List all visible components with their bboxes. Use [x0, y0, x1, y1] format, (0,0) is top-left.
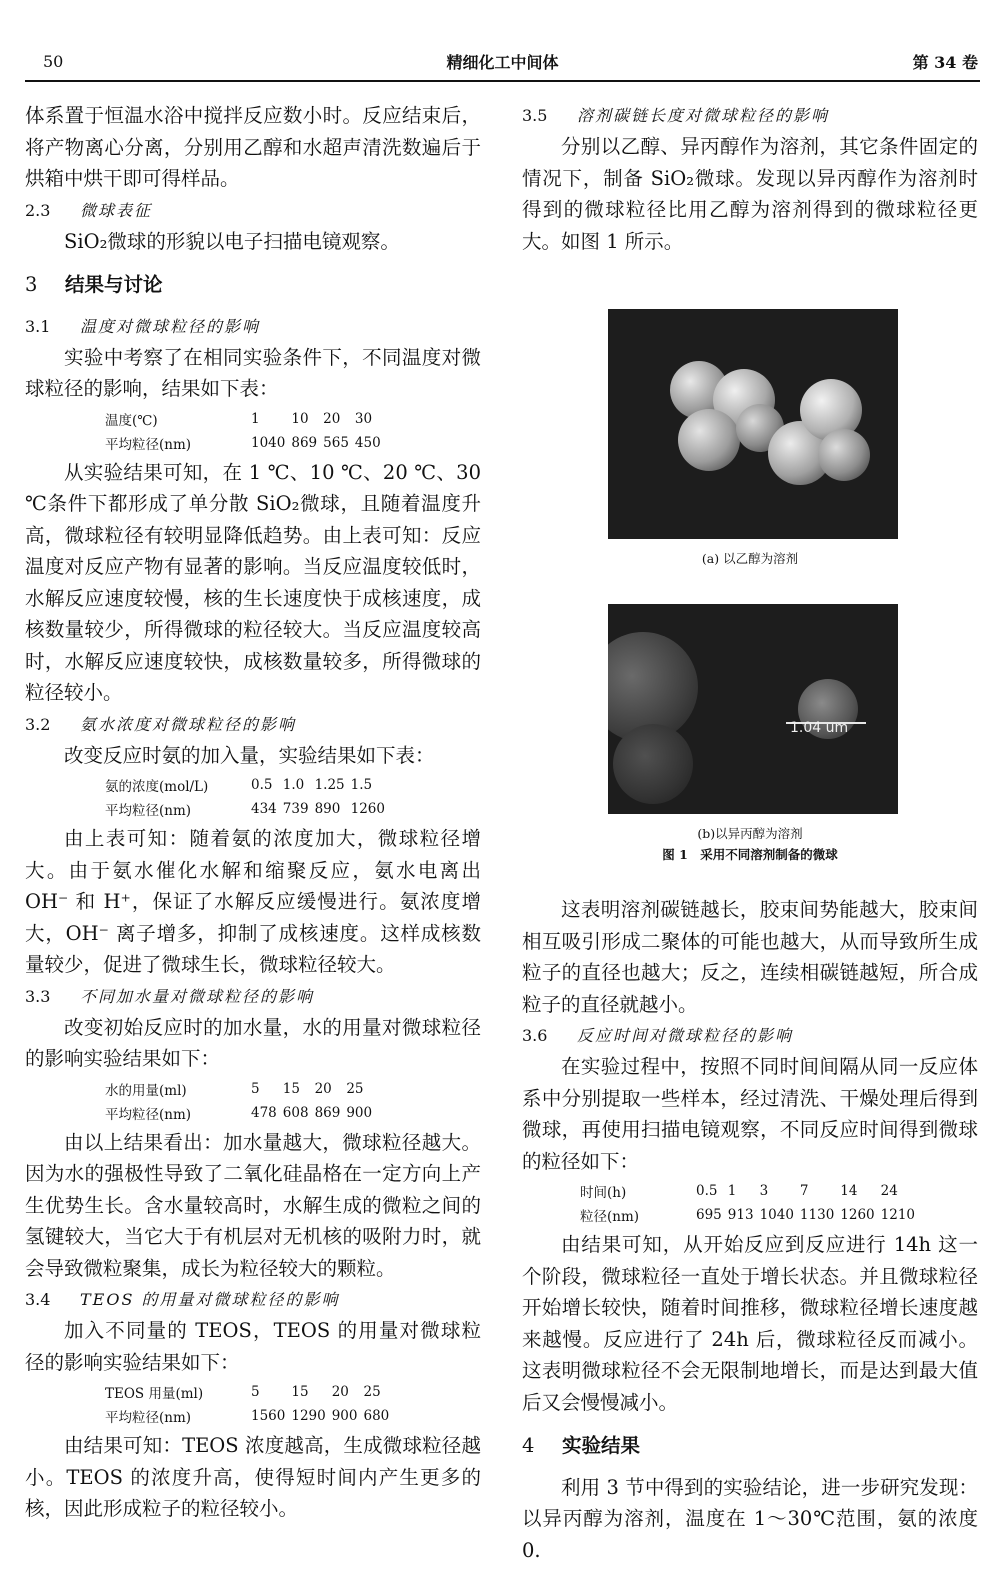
- data-table-ammonia: [105, 773, 391, 821]
- left-column: [25, 100, 481, 1525]
- table-cell: 24: [880, 1183, 898, 1199]
- table-cell: 25: [346, 1080, 364, 1097]
- table-cell: 869: [314, 1104, 341, 1121]
- section-number: 3.5: [522, 106, 548, 125]
- section-heading-4: [522, 1430, 978, 1462]
- paragraph: 由以上结果看出：加水量越大，微球粒径越大。因为水的强极性导致了二氧化硅晶格在一定方向上产生优势生长。含水量较高时，水解生成的微粒之间的氢键较大，当它大于有机层对无机核的吸附力时，就会导致微粒聚集，成长为粒径较大的颗粒。: [25, 1130, 481, 1280]
- table-row: [105, 1404, 395, 1428]
- paragraph: 体系置于恒温水浴中搅拌反应数小时。反应结束后，将产物离心分离，分别用乙醇和水超声清洗数遍后于烘箱中烘干即可得样品。: [25, 104, 481, 190]
- paragraph: 改变反应时氨的加入量，实验结果如下表：: [64, 743, 435, 767]
- table-cell: 5: [251, 1384, 260, 1400]
- table-cell: 3: [759, 1183, 769, 1199]
- table-cell: 30: [354, 410, 373, 427]
- section-heading-3-3: [25, 981, 481, 1012]
- figure-1: [522, 309, 978, 866]
- table-row: [105, 407, 387, 431]
- table-cell: 15: [282, 1080, 300, 1097]
- table-cell: 0.5: [696, 1183, 718, 1199]
- table-cell: 10: [291, 410, 309, 427]
- table-cell: 869: [291, 434, 318, 451]
- section-heading-3-1: [25, 311, 481, 342]
- paragraph: SiO₂微球的形貌以电子扫描电镜观察。: [64, 229, 400, 253]
- table-cell: 900: [346, 1104, 373, 1121]
- volume-label: 第 34 卷: [912, 53, 978, 72]
- paragraph: 由结果可知，从开始反应到反应进行 14h 这一个阶段，微球粒径一直处于增长状态。并且微球粒径开始增长较快，随着时间推移，微球粒径增长速度越来越慢。反应进行了 24h 后，微球粒径反而减小。这表明微球粒径不会无限制地增长，而是达到最大值后又会慢慢减小。: [522, 1233, 978, 1414]
- section-heading-3-2: [25, 709, 481, 740]
- section-title: TEOS 的用量对微球粒径的影响: [80, 1290, 340, 1309]
- table-cell: 680: [363, 1408, 390, 1424]
- table-row-label: 粒径(nm): [580, 1209, 640, 1225]
- table-cell: 14: [840, 1183, 858, 1199]
- figure-caption-a: (a) 以乙醇为溶剂: [701, 551, 799, 566]
- data-table-time: [580, 1179, 921, 1227]
- table-row: [105, 773, 391, 797]
- table-cell: 1210: [880, 1207, 915, 1223]
- table-row-label: TEOS 用量(ml): [105, 1386, 204, 1402]
- section-heading-3-4: [25, 1284, 481, 1315]
- microsphere: [818, 429, 870, 481]
- table-cell: 0.5: [251, 777, 273, 793]
- section-number: 3.4: [25, 1290, 51, 1309]
- paragraph: 分别以乙醇、异丙醇作为溶剂，其它条件固定的情况下，制备 SiO₂微球。发现以异丙醇作为溶剂时得到的微球粒径比用乙醇为溶剂得到的微球粒径更大。如图 1 所示。: [522, 135, 978, 253]
- figure-title: 图 1 采用不同溶剂制备的微球: [662, 847, 838, 862]
- figure-caption-b: (b)以异丙醇为溶剂: [697, 826, 803, 841]
- table-row: [580, 1179, 921, 1203]
- table-cell: 695: [696, 1207, 722, 1223]
- data-table-water: [105, 1077, 378, 1125]
- table-cell: 1260: [350, 801, 385, 817]
- table-row-label: 温度(℃): [105, 412, 158, 429]
- data-table-temperature: [105, 407, 387, 455]
- section-title: 微球表征: [80, 200, 153, 220]
- table-cell: 1: [251, 410, 260, 427]
- microsphere: [678, 409, 740, 471]
- table-row: [580, 1203, 921, 1227]
- table-cell: 913: [727, 1207, 754, 1223]
- table-cell: 1130: [799, 1207, 835, 1223]
- right-column: [522, 100, 978, 1566]
- section-heading-3: [25, 269, 481, 301]
- table-cell: 20: [331, 1384, 349, 1400]
- section-title: 结果与讨论: [65, 273, 163, 296]
- paragraph: 加入不同量的 TEOS，TEOS 的用量对微球粒径的影响实验结果如下：: [25, 1319, 481, 1374]
- table-cell: 15: [291, 1384, 309, 1400]
- table-cell: 900: [331, 1408, 358, 1424]
- table-row-label: 平均粒径(nm): [105, 1410, 192, 1426]
- paragraph: 这表明溶剂碳链越长，胶束间势能越大，胶束间相互吸引形成二聚体的可能也越大，从而导致所生成粒子的直径也越大；反之，连续相碳链越短，所合成粒子的直径就越小。: [522, 898, 978, 1016]
- section-number: 3: [25, 273, 38, 296]
- table-row: [105, 1380, 395, 1404]
- paragraph: 由上表可知：随着氨的浓度加大，微球粒径增大。由于氨水催化水解和缩聚反应，氨水电离出 OH⁻ 和 H⁺，保证了水解反应缓慢进行。氨浓度增大，OH⁻ 离子增多，抑制了成核速度。这样成核数量较少，促进了微球生长，微球粒径较大。: [25, 827, 481, 976]
- section-number: 4: [522, 1434, 535, 1457]
- section-heading-2-3: [25, 195, 481, 226]
- section-title: 溶剂碳链长度对微球粒径的影响: [577, 106, 830, 125]
- table-cell: 5: [251, 1080, 260, 1097]
- table-cell: 1040: [251, 434, 286, 451]
- section-number: 3.6: [522, 1026, 548, 1045]
- table-row-label: 平均粒径(nm): [105, 436, 192, 453]
- table-cell: 1040: [759, 1207, 794, 1223]
- section-number: 2.3: [25, 200, 51, 220]
- table-cell: 1: [727, 1183, 737, 1199]
- table-row: [105, 431, 387, 455]
- section-title: 不同加水量对微球粒径的影响: [80, 986, 315, 1006]
- table-row-label: 平均粒径(nm): [105, 803, 192, 819]
- table-row: [105, 797, 391, 821]
- table-cell: 739: [282, 801, 309, 817]
- header-rule: [25, 80, 980, 82]
- section-title: 反应时间对微球粒径的影响: [577, 1026, 794, 1045]
- paragraph: 从实验结果可知，在 1 ℃、10 ℃、20 ℃、30 ℃条件下都形成了单分散 SiO₂微球，且随着温度升高，微球粒径有较明显降低趋势。由上表可知：反应温度对反应产物有显著的影响。当反应温度较低时，水解反应速度较慢，核的生长速度快于成核速度，成核数量较少，所得微球的粒径较大。当反应温度较高时，水解反应速度较快，成核数量较多，所得微球的粒径较小。: [25, 460, 481, 704]
- table-row-label: 氨的浓度(mol/L): [105, 779, 209, 795]
- section-title: 氨水浓度对微球粒径的影响: [80, 714, 297, 734]
- table-row: [105, 1101, 378, 1125]
- data-table-teos: [105, 1380, 395, 1428]
- table-cell: 608: [282, 1104, 309, 1121]
- section-heading-3-6: [522, 1020, 978, 1051]
- section-number: 3.1: [25, 316, 51, 336]
- scale-label: 1.04 um: [790, 720, 849, 736]
- paragraph: 由结果可知：TEOS 浓度越高，生成微球粒径越小。TEOS 的浓度升高，使得短时间内产生更多的核，因此形成粒子的粒径较小。: [25, 1434, 481, 1520]
- section-heading-3-5: [522, 100, 978, 131]
- table-cell: 565: [323, 434, 349, 451]
- page-number: 50: [43, 52, 64, 71]
- table-cell: 1560: [251, 1408, 286, 1424]
- table-row-label: 平均粒径(nm): [105, 1106, 192, 1123]
- table-row: [105, 1077, 378, 1101]
- table-cell: 20: [314, 1080, 332, 1097]
- table-cell: 25: [363, 1384, 381, 1400]
- table-cell: 1260: [840, 1207, 875, 1223]
- section-title: 温度对微球粒径的影响: [80, 316, 261, 336]
- table-cell: 7: [799, 1183, 809, 1199]
- journal-title: 精细化工中间体: [446, 53, 559, 72]
- paragraph: 在实验过程中，按照不同时间间隔从同一反应体系中分别提取一些样本，经过清洗、干燥处理后得到微球，再使用扫描电镜观察，不同反应时间得到微球的粒径如下：: [522, 1055, 978, 1173]
- table-cell: 1.25: [314, 777, 345, 793]
- table-row-label: 时间(h): [580, 1185, 627, 1201]
- sem-image-isopropanol: [608, 604, 898, 814]
- section-title: 实验结果: [562, 1434, 641, 1457]
- table-cell: 450: [354, 434, 381, 451]
- table-cell: 20: [323, 410, 341, 427]
- table-cell: 1.5: [350, 777, 373, 793]
- paragraph: 改变初始反应时的加水量，水的用量对微球粒径的影响实验结果如下：: [25, 1015, 481, 1070]
- table-cell: 890: [314, 801, 341, 817]
- page-header: [25, 48, 980, 78]
- table-cell: 478: [251, 1104, 277, 1121]
- table-cell: 1290: [291, 1408, 326, 1424]
- section-number: 3.3: [25, 986, 51, 1006]
- table-row-label: 水的用量(ml): [105, 1082, 187, 1099]
- sem-image-ethanol: [608, 309, 898, 539]
- paragraph: 实验中考察了在相同实验条件下，不同温度对微球粒径的影响，结果如下表：: [25, 345, 481, 400]
- paragraph: 利用 3 节中得到的实验结论，进一步研究发现：以异丙醇为溶剂，温度在 1～30℃范围，氨的浓度 0.: [522, 1475, 978, 1562]
- table-cell: 1.0: [282, 777, 305, 793]
- section-number: 3.2: [25, 714, 51, 734]
- microsphere: [613, 724, 693, 804]
- table-cell: 434: [251, 801, 277, 817]
